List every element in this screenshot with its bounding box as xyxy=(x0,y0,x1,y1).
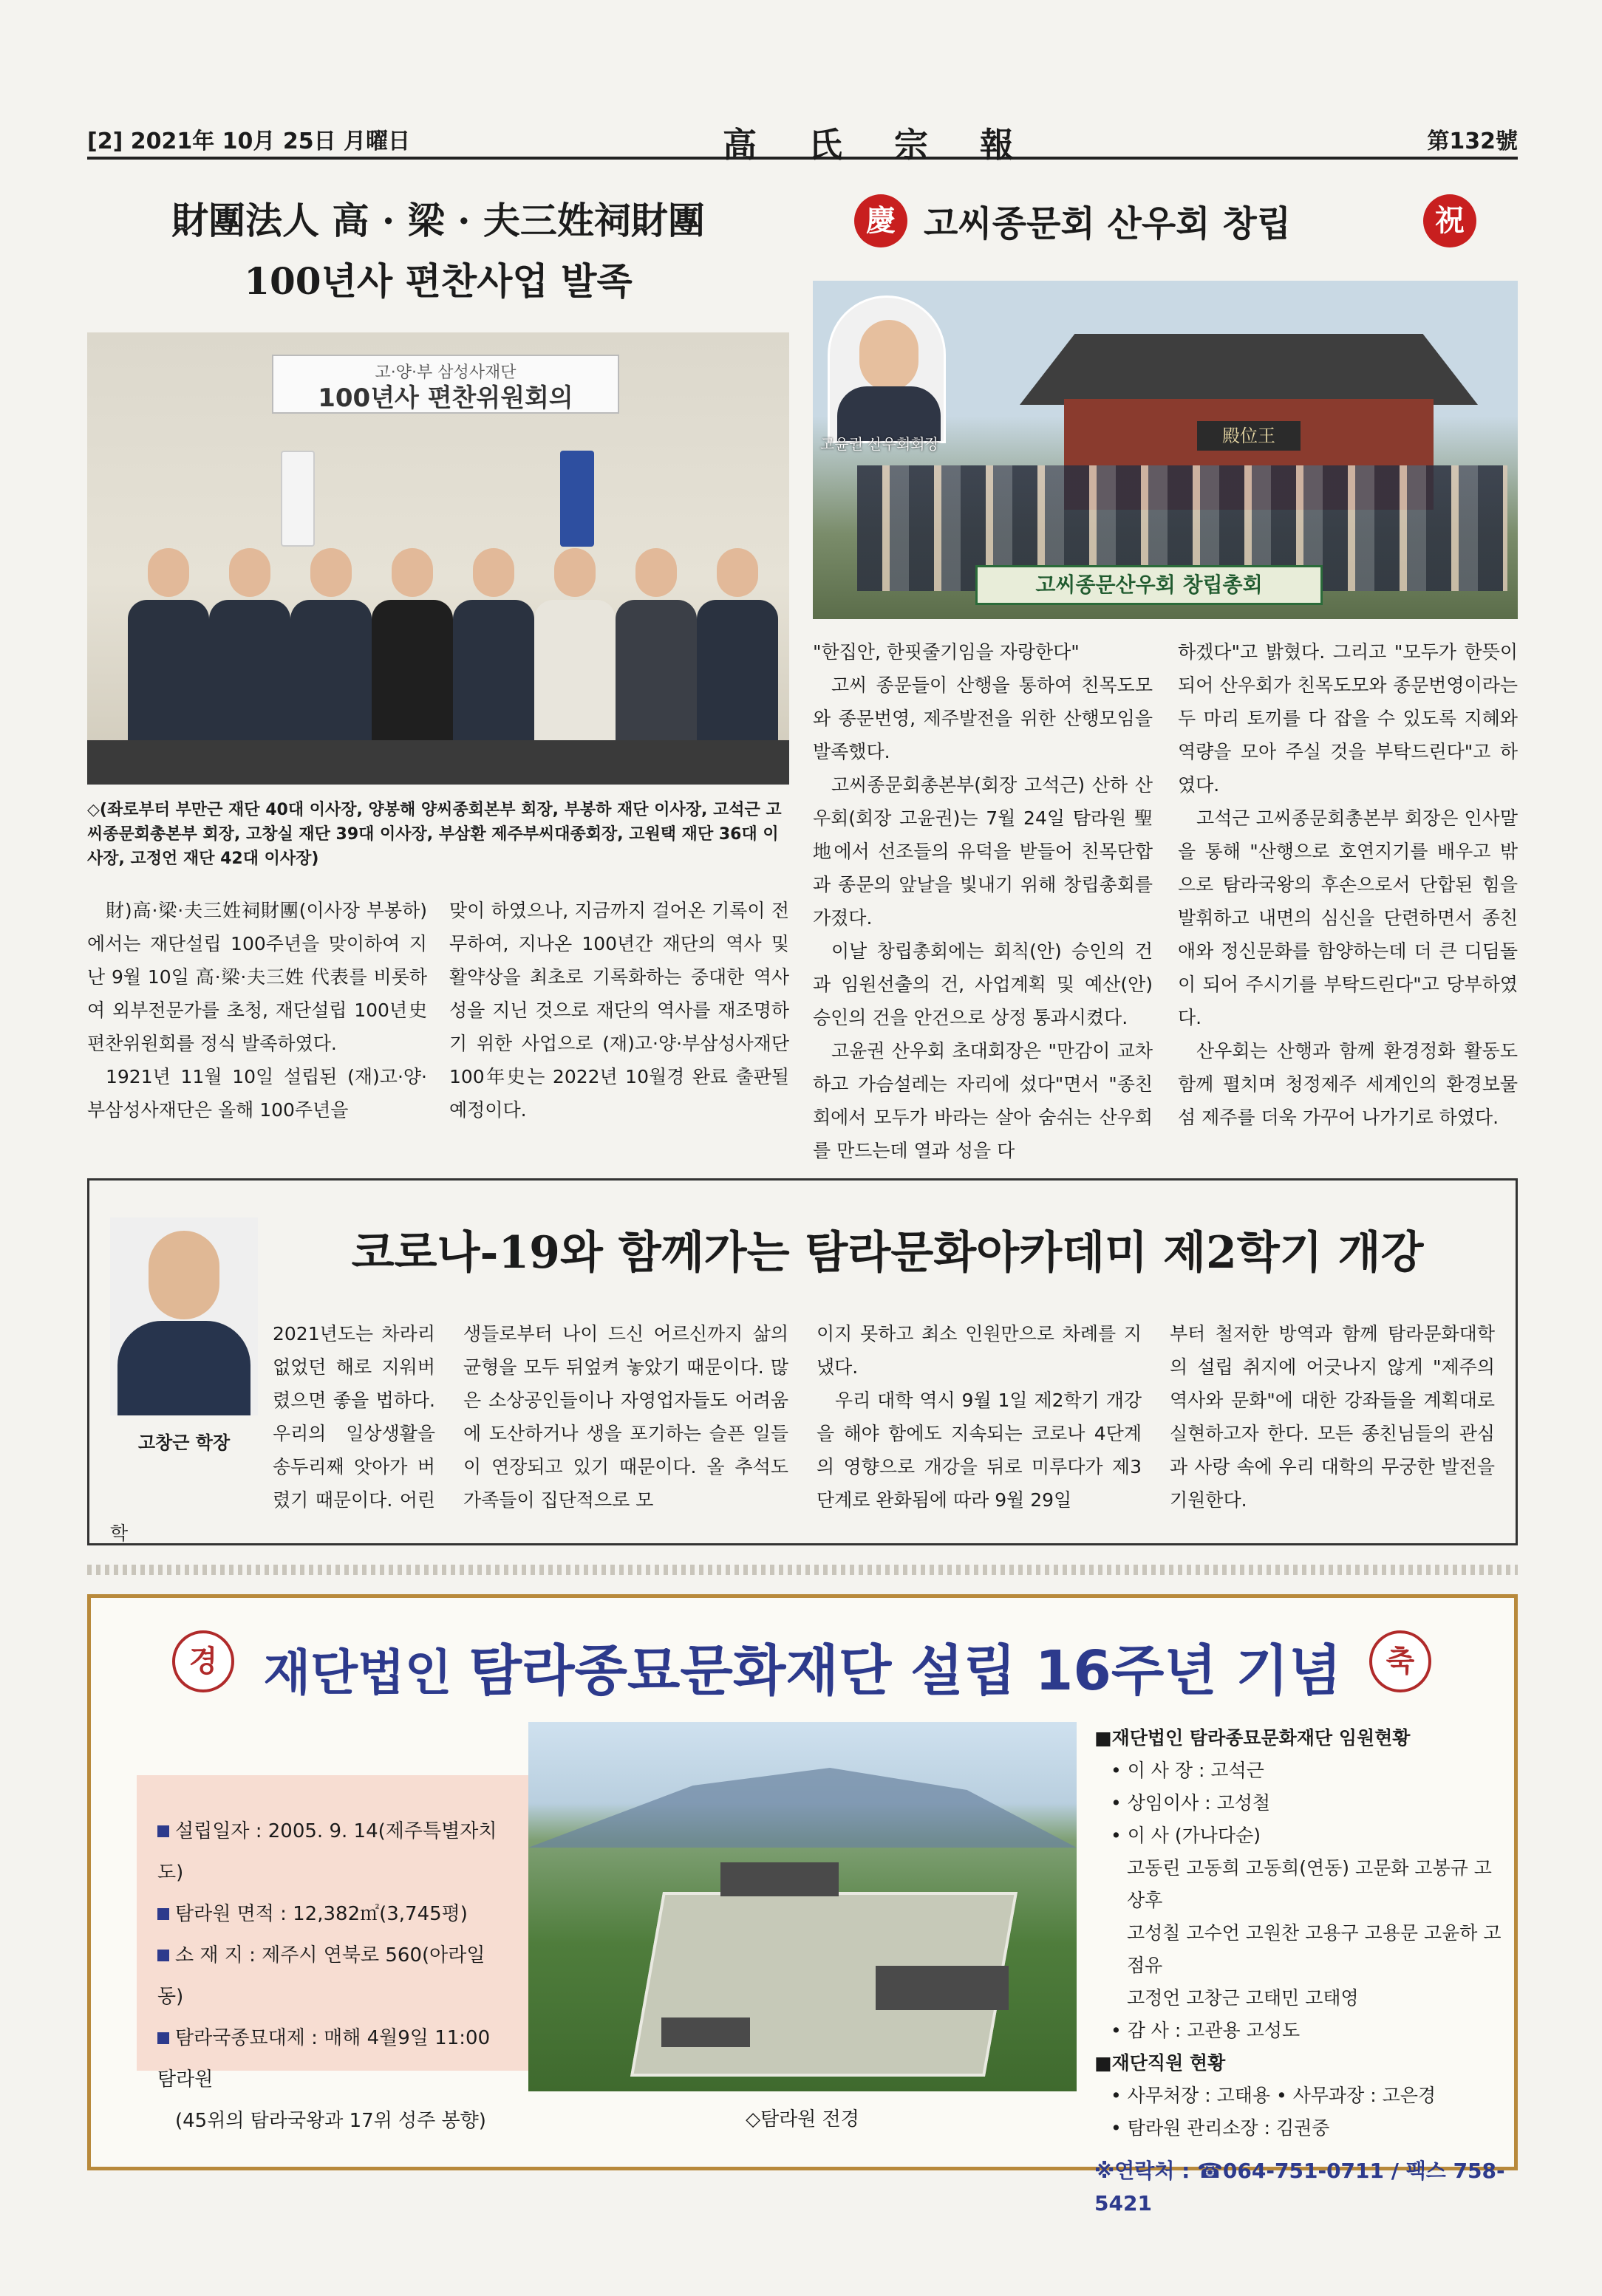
academy-col4 xyxy=(1170,1317,1495,1517)
paragraph: 맞이 하였으나, 지금까지 걸어온 기록이 전무하여, 지나온 100년간 재단의 역사 및 활약상을 최초로 기록화하는 중대한 역사성을 지닌 것으로 재단의 역사를 재조명하기 위한 사업으로 (재)고·양·부삼성사재단 100年史는 2022년 10월경 완료 출판될 예정이다. xyxy=(449,900,789,1121)
tamnawon-photo xyxy=(528,1722,1077,2091)
paragraph: 고윤권 산우회 초대회장은 "만감이 교차하고 가슴설레는 자리에 섰다"면서 "종친회에서 모두가 바라는 살아 숨쉬는 산우회를 만드는데 열과 성을 다 xyxy=(813,1040,1153,1161)
paragraph: 고씨 종문들이 산행을 통하여 친목도모와 종문번영, 제주발전을 위한 산행모임을 발족했다. xyxy=(813,674,1153,762)
page-header xyxy=(87,120,1518,165)
staff-item: • 이 사 장 : 고석근 xyxy=(1111,1760,1264,1781)
staff-names: 고정언 고창근 고태민 고태영 xyxy=(1127,1987,1359,2009)
hiking-club-photo xyxy=(813,281,1518,619)
left-article-col2 xyxy=(449,894,789,1127)
paragraph: 이지 못하고 최소 인원만으로 차례를 지냈다. xyxy=(817,1323,1142,1378)
info-item: 탐라원 면적 : 12,382㎡(3,745평) xyxy=(157,1893,508,1935)
paragraph: 財)高·梁·夫三姓祠財團(이사장 부봉하)에서는 재단설립 100주년을 맞이하여 지난 9월 10일 高·梁·夫三姓 代表를 비롯하여 외부전문가를 초청, 재단설립 100년史 편찬위원회를 정식 발족하였다. xyxy=(87,900,427,1054)
staff-item: • 상임이사 : 고성철 xyxy=(1111,1792,1271,1814)
photo-wrap-space xyxy=(110,1317,273,1509)
academy-headline: 코로나-19와 함께가는 탐라문화아카데미 제2학기 개강 xyxy=(351,1227,1424,1279)
paragraph: 부터 철저한 방역과 함께 탐라문화대학의 설립 취지에 어긋나지 않게 "제주의 역사와 문화"에 대한 강좌들을 계획대로 실현하고자 한다. 모든 종친님들의 관심과 사랑 속에 우리 대학의 무궁한 발전을 기원한다. xyxy=(1170,1323,1495,1511)
divider xyxy=(87,1565,1518,1575)
staff-item: • 감 사 : 고관용 고성도 xyxy=(1111,2020,1301,2041)
info-item: 소 재 지 : 제주시 연북로 560(아라일동) xyxy=(157,1944,485,2008)
building xyxy=(720,1862,839,1896)
academy-col2 xyxy=(463,1317,788,1517)
paragraph: 이날 창립총회에는 회칙(안) 승인의 건과 임원선출의 건, 사업계획 및 예산(안) 승인의 건을 안건으로 상정 통과시켰다. xyxy=(813,940,1153,1028)
ad-title-prefix: 재단법인 xyxy=(263,1644,452,1701)
chairs xyxy=(87,740,789,785)
celebration-seal-right: 祝 xyxy=(1423,194,1476,247)
paragraph-text: 2021년도는 차라리 없었던 해로 지워버렸으면 좋을 법하다. 우리의 일상생활을 송두리째 앗아가 버렸기 때문이다. 어린 학 xyxy=(110,1323,435,1544)
info-item: 설립일자 : 2005. 9. 14(제주특별자치도) xyxy=(157,1820,497,1884)
paragraph: 고씨종문회총본부(회장 고석근) 산하 산우회(회장 고윤권)는 7월 24일 탐라원 聖地에서 선조들의 유덕을 받들어 친목단합과 종문의 앞날을 빛내기 위해 창립총회를 가졌다. xyxy=(813,774,1153,929)
info-item: 탐라국종묘대제 : 매해 4월9일 11:00 탐라원 xyxy=(157,2027,491,2091)
paragraph: "한집안, 한핏줄기임을 자랑한다" xyxy=(813,641,1080,663)
issue-number: 第132號 xyxy=(1427,129,1518,154)
staff-section-title: ■재단직원 현황 xyxy=(1094,2052,1226,2074)
right-headline xyxy=(813,191,1518,251)
staff-names: 고성칠 고수언 고원찬 고용구 고용문 고윤하 고점유 xyxy=(1127,1922,1502,1976)
left-headline-line1: 財團法人 高 · 梁 · 夫三姓祠財團 xyxy=(171,199,705,242)
left-headline-line2: 100년사 편찬사업 발족 xyxy=(244,259,633,303)
medal-left: 경 xyxy=(172,1630,234,1692)
paragraph: 고석근 고씨종문회총본부 회장은 인사말을 통해 "산행으로 호연지기를 배우고 밖으로 탐라국왕의 후손으로서 단합된 힘을 발휘하고 내면의 심신을 단련하면서 종친애와 정신문화를 함양하는데 더 큰 디딤돌이 되어 주시기를 부탁드린다"고 당부하였다. xyxy=(1178,807,1518,1028)
celebration-seal-left: 慶 xyxy=(854,194,907,247)
contact-info: ※연락처 : ☎064-751-0711 / 팩스 758-5421 xyxy=(1094,2159,1505,2215)
staff-list xyxy=(1094,1722,1508,2220)
info-item: (45위의 탐라국왕과 17위 성주 봉향) xyxy=(175,2110,486,2132)
newspaper-title: 高氏宗報 xyxy=(723,125,1066,165)
foundation-ad xyxy=(87,1594,1518,2215)
building xyxy=(661,2017,750,2047)
academy-col3 xyxy=(817,1317,1142,1517)
photo-banner-line1: 고·양·부 삼성사재단 xyxy=(375,363,517,382)
korean-flag xyxy=(281,451,315,547)
photo-banner: 고씨종문산우회 창립총회 xyxy=(975,565,1323,605)
paragraph: 산우회는 산행과 함께 환경정화 활동도 함께 펼치며 청정제주 세계인의 환경보물섬 제주를 더욱 가꾸어 나가기로 하였다. xyxy=(1178,1040,1518,1128)
hall-roof xyxy=(1020,316,1478,405)
ad-title-main: 탐라종묘문화재단 설립 16주년 기념 xyxy=(468,1639,1342,1703)
foundation-info xyxy=(137,1775,528,2132)
paragraph: 우리 대학 역시 9월 1일 제2학기 개강을 해야 함에도 지속되는 코로나 4단계의 영향으로 개강을 뒤로 미루다가 제3단계로 완화됨에 따라 9월 29일 xyxy=(817,1390,1142,1511)
portrait-caption: 고윤권 산우회회장 xyxy=(820,435,939,453)
medal-right: 축 xyxy=(1369,1630,1431,1692)
staff-section-title: ■재단법인 탐라종묘문화재단 임원현황 xyxy=(1094,1727,1411,1749)
committee-photo xyxy=(87,332,789,785)
staff-item: • 이 사 (가나다순) xyxy=(1111,1825,1261,1846)
clan-flag xyxy=(560,451,594,547)
staff-names: 고동린 고동희 고동희(연동) 고문화 고봉규 고상후 xyxy=(1127,1857,1492,1911)
ad-title xyxy=(91,1627,1514,1706)
dean-caption: 고창근 학장 xyxy=(137,1432,231,1453)
right-article-col2 xyxy=(1178,635,1518,1134)
building xyxy=(876,1966,1009,2010)
mountain xyxy=(528,1759,1077,1848)
staff-item: • 탐라원 관리소장 : 김권중 xyxy=(1111,2117,1330,2139)
right-headline-text: 고씨종문회 산우회 창립 xyxy=(924,203,1292,245)
paragraph: 하겠다"고 밝혔다. 그리고 "모두가 한뜻이 되어 산우회가 친목도모와 종문번영이라는 두 마리 토끼를 다 잡을 수 있도록 지혜와 역량을 모아 주실 것을 부탁드린다"고 하였다. xyxy=(1178,641,1518,796)
portrait-inset xyxy=(828,295,946,443)
photo-banner-line2: 100년사 편찬위원회의 xyxy=(318,383,573,413)
photo-banner xyxy=(272,355,619,414)
paragraph: 1921년 11월 10일 설립된 (재)고·양·부삼성사재단은 올해 100주년을 xyxy=(87,1066,427,1121)
paragraph: 생들로부터 나이 드신 어르신까지 삶의 균형을 모두 뒤엎켜 놓았기 때문이다. 많은 소상공인들이나 자영업자들도 어려움에 도산하거나 생을 포기하는 슬픈 일들이 연장되고 있기 때문이다. 올 추석도 가족들이 집단적으로 모 xyxy=(463,1323,788,1511)
right-article-col1 xyxy=(813,635,1153,1167)
photo-caption: ◇(좌로부터 부만근 재단 40대 이사장, 양봉해 양씨종회본부 회장, 부봉하 재단 이사장, 고석근 고씨종문회총본부 회장, 고창실 재단 39대 이사장, 부삼환 제주부씨대종회장, 고원택 재단 36대 이사장, 고정언 재단 42대 이사장) xyxy=(87,801,782,868)
issue-date: [2] 2021年 10月 25日 月曜日 xyxy=(87,129,411,154)
left-headline xyxy=(87,191,789,312)
academy-article-box xyxy=(87,1178,1518,1545)
staff-item: • 사무처장 : 고태용 • 사무과장 : 고은경 xyxy=(1111,2085,1436,2106)
tamnawon-caption: ◇탐라원 전경 xyxy=(746,2108,859,2131)
left-article-col1 xyxy=(87,894,427,1127)
hall-sign: 殿位王 xyxy=(1197,421,1301,451)
